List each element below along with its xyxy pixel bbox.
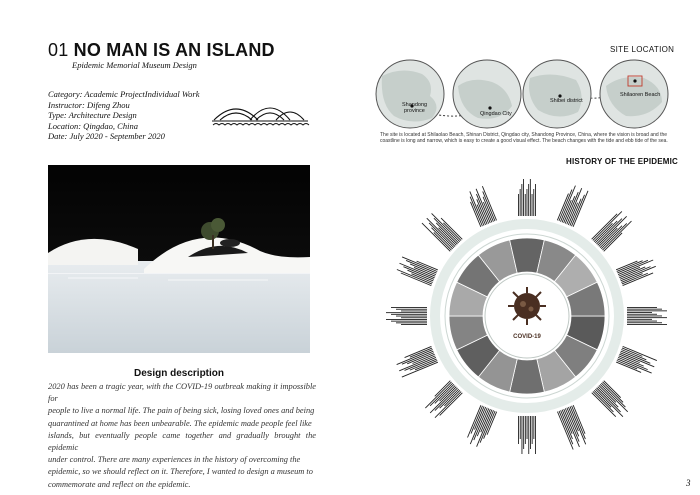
meta-type: Type: Architecture Design	[48, 110, 137, 120]
map-circle-province	[376, 60, 444, 128]
design-description-heading: Design description	[133, 368, 224, 379]
virus-icon	[508, 287, 546, 325]
map-label-city: Qingdao City	[480, 111, 512, 117]
project-subtitle: Epidemic Memorial Museum Design	[72, 60, 197, 70]
history-text-block	[396, 255, 438, 286]
project-name: NO MAN IS AN ISLAND	[73, 40, 275, 60]
design-line: people to live a normal life. The pain of being sick, losing loved ones and being	[48, 406, 315, 416]
design-line: under control. There are many experiences in the history of overcoming the	[48, 455, 301, 465]
design-line: islands, but eventually people came together and gradually brought the epidemic	[48, 430, 316, 453]
map-label-district: Shibei district	[550, 98, 583, 104]
history-text-block	[616, 346, 657, 377]
history-text-block	[386, 307, 427, 325]
history-text-block	[466, 186, 497, 227]
history-text-block	[424, 380, 463, 419]
covid-label: COVID-19	[513, 334, 541, 340]
svg-text:Shandong province	[402, 102, 429, 114]
map-label-province-2: province	[404, 108, 425, 114]
history-text-block	[616, 255, 658, 286]
project-number: 01	[48, 40, 69, 60]
design-line: quarantined at home has been unbearable. The epidemic made people feel like	[48, 418, 312, 428]
history-text-block	[395, 346, 438, 377]
history-text-block	[557, 405, 589, 450]
history-radial-diagram	[378, 168, 678, 468]
history-text-block	[591, 210, 633, 252]
meta-instructor: Instructor: Difeng Zhou	[48, 99, 130, 110]
map-circle-city	[453, 60, 521, 128]
map-label-province-1: Shandong	[402, 102, 428, 108]
history-text-block	[557, 184, 588, 227]
meta-location: Location: Qingdao, China	[48, 120, 138, 131]
project-meta	[48, 89, 199, 142]
history-text-block	[465, 405, 497, 449]
meta-category: Category: Academic ProjectIndividual Work	[48, 89, 200, 99]
site-maps-diagram	[372, 56, 672, 132]
project-title	[48, 40, 275, 61]
map-circle-district	[523, 60, 591, 128]
history-text-block	[518, 179, 536, 216]
meta-date: Date: July 2020 - September 2020	[48, 131, 165, 141]
design-line: 2020 has been a tragic year, with the COVID-19 outbreak making it impossible for	[48, 382, 316, 404]
history-text-block	[422, 211, 463, 252]
museum-render-image	[48, 165, 310, 353]
design-description-text	[48, 381, 316, 491]
history-heading: HISTORY OF THE EPIDEMIC	[566, 157, 679, 166]
site-caption-text: The site is located at Shilaolao Beach, Shinan District, Qingdao city, Shandong Province, China, where the vision is broad and the coastline is long and narrow, which is easy to create a good visual effect. The beach changes with the tide and ebb tide of the sea.	[380, 132, 668, 144]
page-number: 3	[686, 478, 691, 488]
map-label-beach: Shilaoren Beach	[620, 92, 661, 98]
site-location-heading: SITE LOCATION	[610, 45, 675, 54]
design-line: epidemic, so we should reflect on it. Therefore, I wanted to design a museum to	[48, 467, 313, 477]
history-text-block	[627, 307, 667, 325]
museum-logo-icon	[210, 100, 310, 128]
history-text-block	[518, 416, 536, 454]
history-text-block	[591, 380, 631, 420]
design-line: commemorate and reflect on the epidemic.	[48, 479, 191, 489]
